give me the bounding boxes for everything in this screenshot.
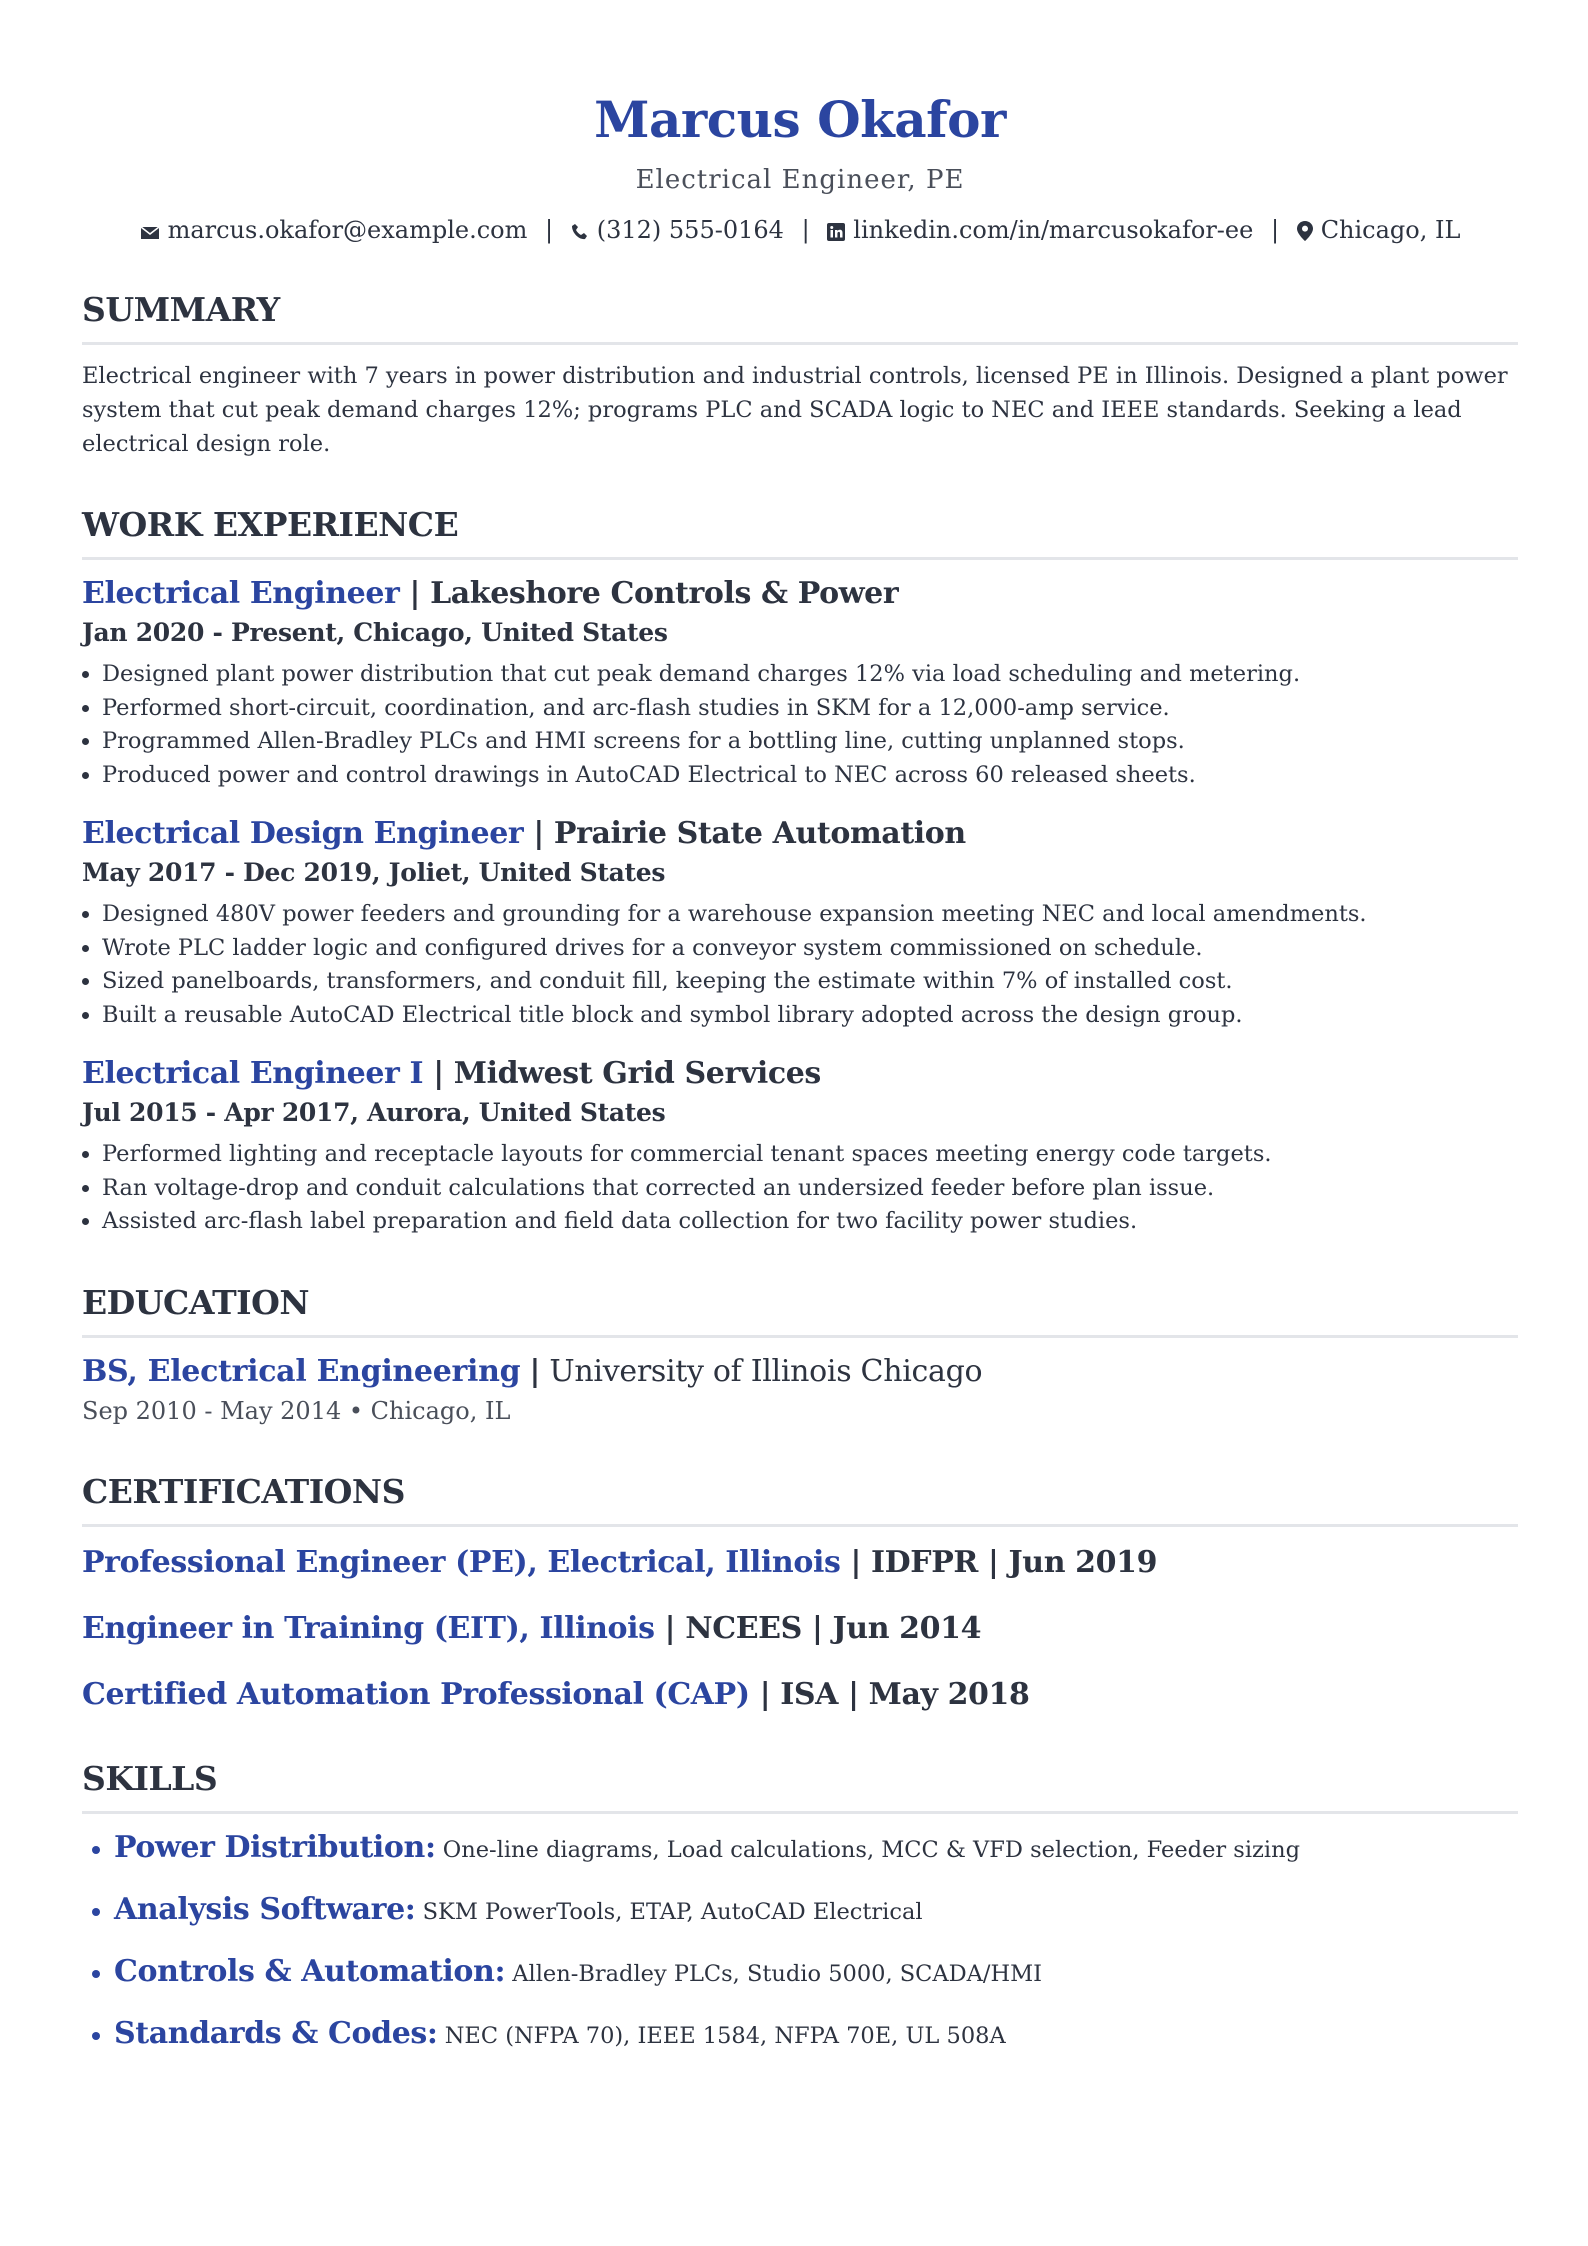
job-entry <box>82 814 1518 1032</box>
skill-label: Power Distribution: <box>114 1829 436 1865</box>
phone-icon <box>571 223 589 241</box>
job-meta: Jan 2020 - Present, Chicago, United States <box>82 618 668 647</box>
job-meta: May 2017 - Dec 2019, Joliet, United States <box>82 858 666 887</box>
job-company: Midwest Grid Services <box>453 1056 821 1091</box>
certification-separator: | <box>987 1544 999 1580</box>
degree: BS, Electrical Engineering <box>82 1353 521 1389</box>
skill-value: Allen-Bradley PLCs, Studio 5000, SCADA/HMI <box>512 1960 1043 1987</box>
skill-value: SKM PowerTools, ETAP, AutoCAD Electrical <box>422 1898 923 1925</box>
job-role: Electrical Engineer <box>82 576 400 611</box>
certification-date: May 2018 <box>868 1676 1030 1712</box>
certification-separator: | <box>759 1676 771 1712</box>
job-bullets <box>82 658 1518 792</box>
experience-heading: WORK EXPERIENCE <box>82 505 1518 560</box>
email-contact[interactable] <box>140 216 535 244</box>
job-header <box>82 814 1518 854</box>
job-entry <box>82 574 1518 792</box>
skill-item <box>114 1890 1518 1932</box>
certification-item <box>82 1675 1518 1715</box>
certification-name: Engineer in Training (EIT), Illinois <box>82 1610 655 1646</box>
contact-separator: | <box>801 216 810 244</box>
certification-separator: | <box>848 1676 859 1712</box>
certification-name: Professional Engineer (PE), Electrical, Illinois <box>82 1544 841 1580</box>
skills-heading: SKILLS <box>82 1759 1518 1814</box>
job-company: Prairie State Automation <box>553 816 966 851</box>
certification-issuer: ISA <box>780 1676 839 1712</box>
education-separator: | <box>529 1353 541 1389</box>
certifications-section <box>82 1472 1518 1715</box>
linkedin-text: linkedin.com/in/marcusokafor-ee <box>853 216 1254 244</box>
certification-item <box>82 1609 1518 1649</box>
certification-date: Jun 2019 <box>1008 1544 1158 1580</box>
certification-separator: | <box>811 1610 823 1646</box>
resume-header <box>82 90 1518 246</box>
certification-separator: | <box>664 1610 676 1646</box>
skill-item <box>114 1828 1518 1870</box>
certifications-heading: CERTIFICATIONS <box>82 1472 1518 1527</box>
education-heading: EDUCATION <box>82 1283 1518 1338</box>
skill-item <box>114 1952 1518 1994</box>
job-bullet: • Ran voltage-drop and conduit calculations that corrected an undersized feeder before plan issue. <box>102 1172 1518 1206</box>
job-separator: | <box>433 1056 444 1091</box>
education-header <box>82 1352 1518 1392</box>
job-company: Lakeshore Controls & Power <box>430 576 899 611</box>
location-contact <box>1297 216 1461 244</box>
job-bullet: • Performed short-circuit, coordination, and arc-flash studies in SKM for a 12,000-amp service. <box>102 692 1518 726</box>
certifications-list <box>82 1543 1518 1715</box>
map-pin-icon <box>1297 221 1313 241</box>
skill-label: Controls & Automation: <box>114 1953 506 1989</box>
phone-text: (312) 555-0164 <box>596 216 784 244</box>
skill-value: One-line diagrams, Load calculations, MCC & VFD selection, Feeder sizing <box>442 1836 1300 1863</box>
job-header <box>82 1054 1518 1094</box>
job-entry <box>82 1054 1518 1239</box>
job-role: Electrical Engineer I <box>82 1056 424 1091</box>
skill-label: Analysis Software: <box>114 1891 416 1927</box>
summary-heading: SUMMARY <box>82 290 1518 345</box>
email-text: marcus.okafor@example.com <box>167 216 528 244</box>
job-bullet: • Produced power and control drawings in AutoCAD Electrical to NEC across 60 released sheets. <box>102 759 1518 793</box>
job-header <box>82 574 1518 614</box>
job-separator: | <box>409 576 421 611</box>
contact-separator: | <box>545 216 554 244</box>
education-section <box>82 1283 1518 1428</box>
certification-item <box>82 1543 1518 1583</box>
job-bullet: • Assisted arc-flash label preparation and field data collection for two facility power studies. <box>102 1205 1518 1239</box>
job-meta: Jul 2015 - Apr 2017, Aurora, United States <box>82 1098 666 1127</box>
job-bullet: • Performed lighting and receptacle layouts for commercial tenant spaces meeting energy code targets. <box>102 1138 1518 1172</box>
location-text: Chicago, IL <box>1320 216 1461 244</box>
job-bullet: • Programmed Allen-Bradley PLCs and HMI screens for a bottling line, cutting unplanned stops. <box>102 725 1518 759</box>
summary-text: Electrical engineer with 7 years in power distribution and industrial controls, licensed PE in Illinois. Designed a plant power system that cut peak demand charges 12%; programs PLC and SCADA logic to NEC and IEEE standards. Seeking a lead electrical design role. <box>82 363 1508 457</box>
candidate-name: Marcus Okafor <box>594 90 1006 149</box>
summary-section <box>82 290 1518 461</box>
experience-section <box>82 505 1518 1239</box>
skills-section <box>82 1759 1518 2056</box>
job-bullet: • Designed plant power distribution that cut peak demand charges 12% via load scheduling and metering. <box>102 658 1518 692</box>
certification-issuer: IDFPR <box>871 1544 978 1580</box>
contact-separator: | <box>1270 216 1280 244</box>
contact-line <box>82 214 1518 246</box>
certification-date: Jun 2014 <box>832 1610 982 1646</box>
job-bullets <box>82 1138 1518 1239</box>
job-role: Electrical Design Engineer <box>82 816 524 851</box>
candidate-title: Electrical Engineer, PE <box>635 165 965 195</box>
job-bullet: • Built a reusable AutoCAD Electrical title block and symbol library adopted across the design group. <box>102 999 1518 1033</box>
skills-list <box>82 1828 1518 2056</box>
job-bullets <box>82 898 1518 1032</box>
certification-issuer: NCEES <box>685 1610 802 1646</box>
linkedin-contact[interactable] <box>827 216 1261 244</box>
certification-separator: | <box>850 1544 861 1580</box>
school: University of Illinois Chicago <box>549 1353 983 1389</box>
skill-item <box>114 2014 1518 2056</box>
job-bullet: • Wrote PLC ladder logic and configured drives for a conveyor system commissioned on schedule. <box>102 932 1518 966</box>
education-meta: Sep 2010 - May 2014 • Chicago, IL <box>82 1396 511 1425</box>
skill-label: Standards & Codes: <box>114 2015 438 2051</box>
job-bullet: • Designed 480V power feeders and grounding for a warehouse expansion meeting NEC and local amendments. <box>102 898 1518 932</box>
skill-value: NEC (NFPA 70), IEEE 1584, NFPA 70E, UL 508A <box>444 2022 1006 2049</box>
job-separator: | <box>533 816 544 851</box>
job-bullet: • Sized panelboards, transformers, and conduit fill, keeping the estimate within 7% of installed cost. <box>102 965 1518 999</box>
envelope-icon <box>140 225 160 241</box>
certification-name: Certified Automation Professional (CAP) <box>82 1676 750 1712</box>
phone-contact[interactable] <box>571 216 792 244</box>
linkedin-icon <box>827 223 845 241</box>
